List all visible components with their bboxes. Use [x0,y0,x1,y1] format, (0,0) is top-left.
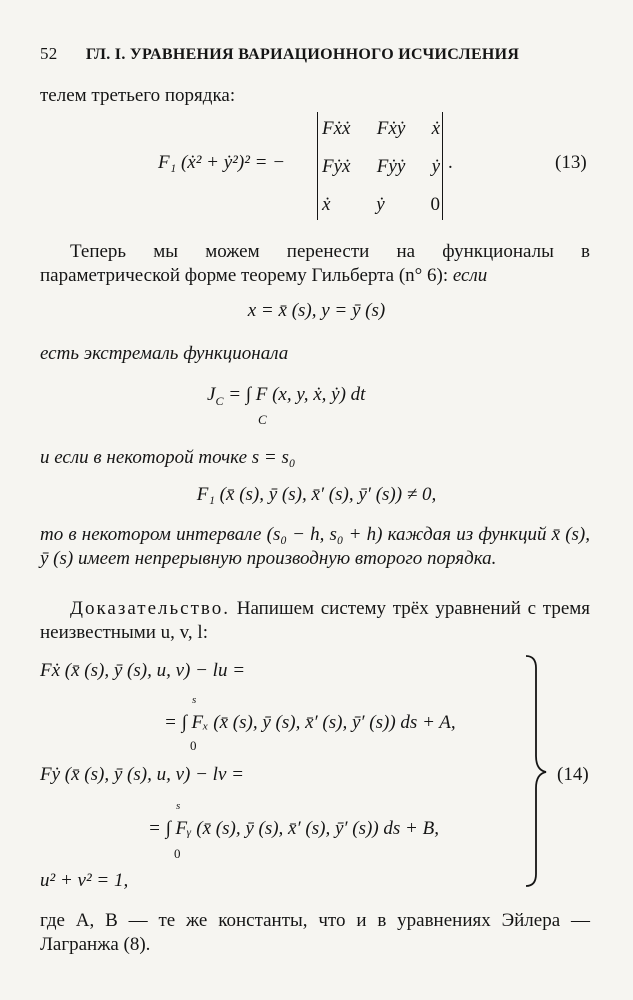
equation-number-13: (13) [555,152,587,173]
paragraph-italic: если [452,265,488,286]
system-line-4: = ∫ Fᵧ (x̄ (s), ȳ (s), x̄′ (s), ȳ′ (s)) ds + B, [148,818,439,839]
equation-functional [207,384,365,409]
proof-text: Напишем систему трёх уравнений с тремя неизвестными u, v, l: [40,598,591,643]
matrix-cell: Fẏẋ [322,156,351,177]
equation-number-14: (14) [557,764,589,785]
determinant-right-bar [442,112,443,220]
matrix-cell: ẋ [322,194,331,215]
matrix-cell: ẏ [376,194,385,215]
functional-body: = ∫ F (x, y, ẋ, ẏ) dt [228,384,366,405]
paragraph-conclusion: то в некотором интервале (s₀ − h, s₀ + h) каждая из функций x̄ (s), ȳ (s) имеет непрерывную производную второго порядка. [40,524,590,569]
paragraph-text: Теперь мы можем перенести на функционалы в параметрической форме теорему Гильберта (n° 6): [40,241,590,286]
eq13-tail: . [448,152,453,173]
proof-label: Доказательство. [70,598,230,619]
eq13-lhs: F₁ (ẋ² + ẏ²)² = − [158,152,286,173]
integral-lower-limit: 0 [190,738,197,753]
functional-subscript: C [215,393,224,408]
functional-symbol: J [207,384,216,405]
determinant-matrix [322,118,440,224]
matrix-cell: Fẏẏ [376,156,406,177]
system-line-3: Fẏ (x̄ (s), ȳ (s), u, v) − lv = [40,764,244,785]
system-line-2: = ∫ Fₓ (x̄ (s), ȳ (s), x̄′ (s), ȳ′ (s)) ds + A, [164,712,456,733]
matrix-cell: Fẋẏ [376,118,406,139]
system-line-5: u² + v² = 1, [40,870,129,891]
text-extremal: есть экстремаль функционала [40,343,289,364]
text-line: телем третьего порядка: [40,85,236,106]
paragraph-proof [40,597,590,645]
determinant-left-bar [317,112,318,220]
system-line-1: Fẋ (x̄ (s), ȳ (s), u, v) − lu = [40,660,246,681]
matrix-cell: ẋ [431,118,440,139]
matrix-cell: Fẋẋ [322,118,351,139]
text-condition: и если в некоторой точке s = s₀ [40,447,296,468]
equation-nonzero: F₁ (x̄ (s), ȳ (s), x̄′ (s), ȳ′ (s)) ≠ 0, [196,484,437,505]
matrix-cell: 0 [430,194,440,215]
integral-lower-limit: 0 [174,846,181,861]
right-brace [520,652,550,890]
running-title: ГЛ. I. УРАВНЕНИЯ ВАРИАЦИОННОГО ИСЧИСЛЕНИЯ [85,46,520,63]
integral-upper-limit: s [192,694,197,706]
matrix-cell: ẏ [431,156,440,177]
page-number: 52 [40,44,58,63]
equation-parametric: x = x̄ (s), y = ȳ (s) [247,300,386,321]
integral-upper-limit: s [176,800,181,812]
paragraph-theorem [40,240,590,288]
paragraph-constants: где A, B — те же константы, что и в уравнениях Эйлера — Лагранжа (8). [40,910,590,955]
running-header [40,44,600,64]
integral-lower-limit: C [258,412,267,427]
